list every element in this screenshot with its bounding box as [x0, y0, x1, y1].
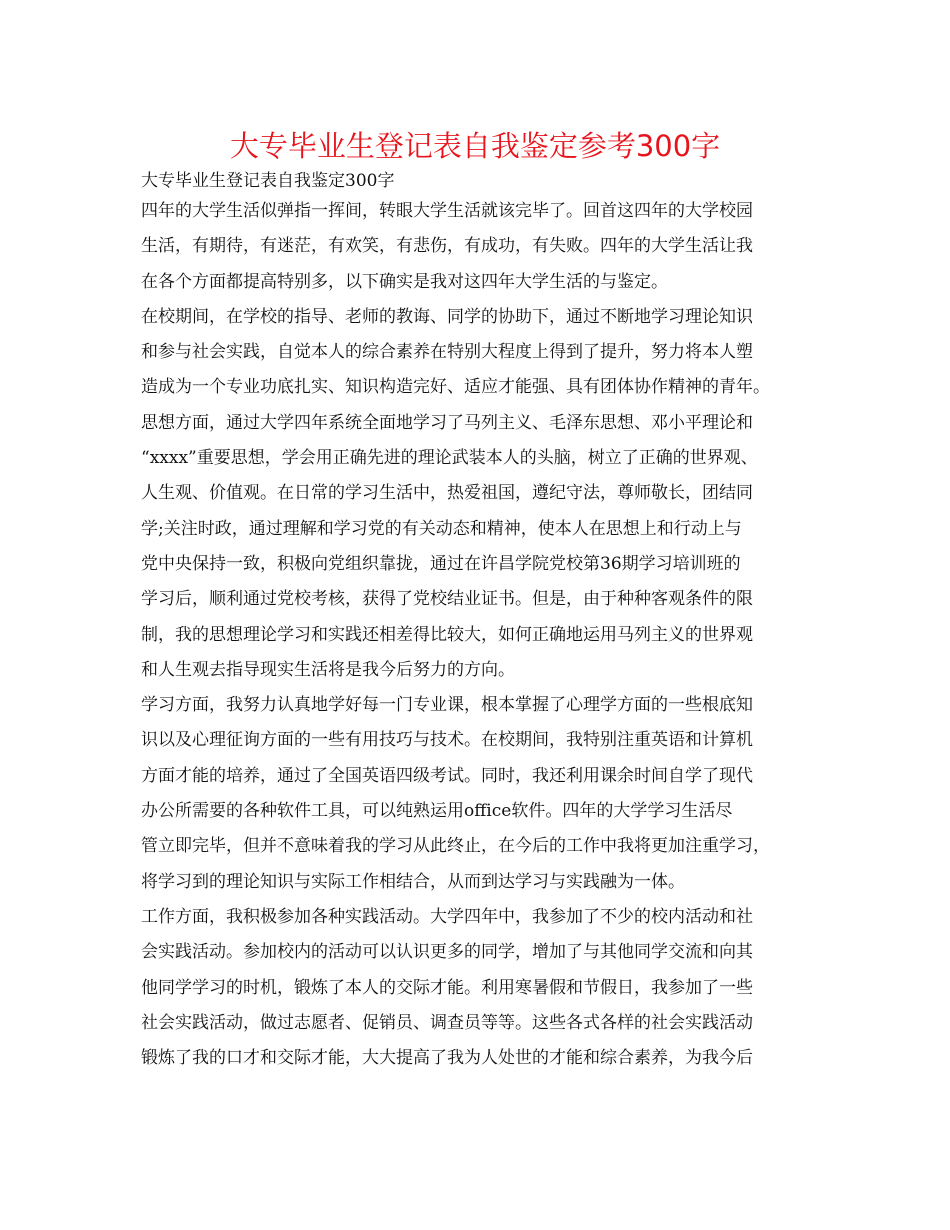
paragraph-line: 工作方面，我积极参加各种实践活动。大学四年中，我参加了不少的校内活动和社 — [141, 906, 753, 927]
paragraph-line: 和参与社会实践，自觉本人的综合素养在特别大程度上得到了提升，努力将本人塑 — [141, 342, 753, 363]
paragraph-intro — [141, 194, 821, 300]
paragraph-line: 人生观、价值观。在日常的学习生活中，热爱祖国，遵纪守法，尊师敬长，团结同 — [141, 483, 753, 504]
paragraph-line: 识以及心理征询方面的一些有用技巧与技术。在校期间，我特别注重英语和计算机 — [141, 730, 753, 751]
paragraph-line: 在校期间，在学校的指导、老师的教诲、同学的协助下，通过不断地学习理论知识 — [141, 306, 753, 327]
paragraph-line: 社会实践活动，做过志愿者、促销员、调查员等等。这些各式各样的社会实践活动 — [141, 1012, 753, 1033]
paragraph-work — [141, 900, 821, 1076]
paragraph-ideology — [141, 406, 821, 688]
paragraph-line: 党中央保持一致，积极向党组织靠拢，通过在许昌学院党校第36期学习培训班的 — [141, 553, 741, 574]
paragraph-study — [141, 688, 821, 900]
document-title: 大专毕业生登记表自我鉴定参考300字 — [229, 129, 721, 163]
paragraph-line: 办公所需要的各种软件工具，可以纯熟运用office软件。四年的大学学习生活尽 — [141, 801, 733, 822]
paragraph-line: 方面才能的培养，通过了全国英语四级考试。同时，我还利用课余时间自学了现代 — [141, 765, 753, 786]
paragraph-line: 他同学学习的时机，锻炼了本人的交际才能。利用寒暑假和节假日，我参加了一些 — [141, 977, 753, 998]
paragraph-line: “xxxx”重要思想，学会用正确先进的理论武装本人的头脑，树立了正确的世界观、 — [141, 448, 758, 469]
paragraph-school-period — [141, 300, 821, 406]
paragraph-line: 四年的大学生活似弹指一挥间，转眼大学生活就该完毕了。回首这四年的大学校园 — [141, 201, 753, 221]
paragraph-line: 和人生观去指导现实生活将是我今后努力的方向。 — [141, 659, 515, 680]
paragraph-line: 将学习到的理论知识与实际工作相结合，从而到达学习与实践融为一体。 — [141, 871, 685, 892]
document-body — [141, 168, 821, 1076]
paragraph-line: 在各个方面都提高特别多，以下确实是我对这四年大学生活的与鉴定。 — [141, 271, 668, 292]
paragraph-line: 管立即完毕，但并不意味着我的学习从此终止，在今后的工作中我将更加注重学习， — [141, 836, 770, 857]
paragraph-line: 生活，有期待，有迷茫，有欢笑，有悲伤，有成功，有失败。四年的大学生活让我 — [141, 236, 753, 257]
paragraph-line: 学;关注时政，通过理解和学习党的有关动态和精神，使本人在思想上和行动上与 — [141, 518, 742, 539]
document-subtitle: 大专毕业生登记表自我鉴定300字 — [141, 171, 395, 191]
paragraph-line: 思想方面，通过大学四年系统全面地学习了马列主义、毛泽东思想、邓小平理论和 — [141, 412, 753, 433]
paragraph-line: 学习方面，我努力认真地学好每一门专业课，根本掌握了心理学方面的一些根底知 — [141, 695, 753, 716]
paragraph-line: 会实践活动。参加校内的活动可以认识更多的同学，增加了与其他同学交流和向其 — [141, 942, 753, 963]
paragraph-line: 造成为一个专业功底扎实、知识构造完好、适应才能强、具有团体协作精神的青年。 — [141, 377, 770, 398]
paragraph-line: 制，我的思想理论学习和实践还相差得比较大，如何正确地运用马列主义的世界观 — [141, 624, 753, 645]
paragraph-line: 学习后，顺利通过党校考核，获得了党校结业证书。但是，由于种种客观条件的限 — [141, 589, 753, 610]
paragraph-line: 锻炼了我的口才和交际才能，大大提高了我为人处世的才能和综合素养，为我今后 — [141, 1048, 753, 1069]
